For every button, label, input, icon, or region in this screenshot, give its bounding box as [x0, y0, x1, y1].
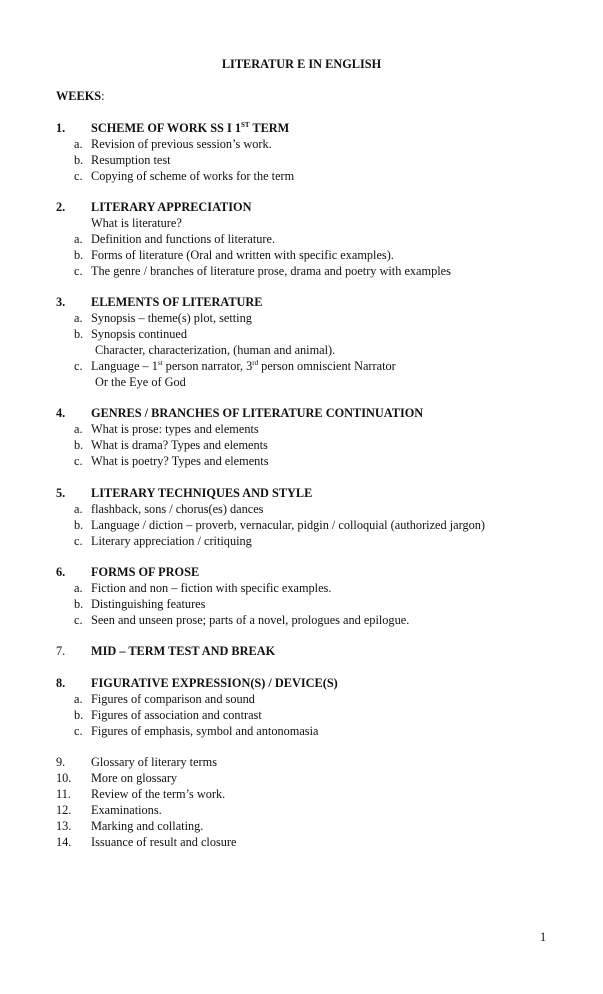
week-heading: [91, 120, 289, 136]
list-item: [0, 691, 603, 707]
list-item: [0, 770, 603, 786]
list-item: [0, 612, 603, 628]
item-letter: c.: [74, 454, 83, 468]
item-letter: a.: [74, 502, 83, 516]
week-number: 7.: [56, 644, 66, 658]
list-item: [0, 247, 603, 263]
week-5-section: [0, 485, 603, 549]
item-letter: b.: [74, 438, 84, 452]
item-text: Or the Eye of God: [95, 375, 186, 389]
later-weeks-list: [0, 754, 603, 850]
item-text: Distinguishing features: [91, 597, 206, 611]
item-text: Character, characterization, (human and animal).: [95, 343, 336, 357]
item-text-part: Language – 1: [91, 359, 158, 373]
week-number: 9.: [56, 755, 66, 769]
week-number: 3.: [56, 295, 66, 309]
week-heading-text: SCHEME OF WORK SS I 1: [91, 121, 241, 135]
week-number: 2.: [56, 200, 66, 214]
list-item: [0, 152, 603, 168]
list-item: [0, 326, 603, 342]
week-number: 13.: [56, 819, 72, 833]
week-3-section: [0, 294, 603, 390]
week-6-section: [0, 564, 603, 628]
week-heading-text: TERM: [249, 121, 290, 135]
superscript: ST: [240, 120, 250, 129]
item-letter: b.: [74, 153, 84, 167]
week-number: 12.: [56, 803, 72, 817]
week-number: 8.: [56, 676, 66, 690]
week-number: 4.: [56, 406, 66, 420]
item-text: Examinations.: [91, 803, 162, 817]
item-text: Figures of association and contrast: [91, 708, 262, 722]
item-text: Language / diction – proverb, vernacular, pidgin / colloquial (authorized jargon): [91, 518, 486, 532]
week-heading: LITERARY TECHNIQUES AND STYLE: [91, 486, 313, 500]
item-letter: c.: [74, 724, 83, 738]
item-text: Literary appreciation / critiquing: [91, 534, 252, 548]
item-text: What is drama? Types and elements: [91, 438, 268, 452]
item-letter: b.: [74, 518, 84, 532]
list-item: [0, 834, 603, 850]
item-letter: c.: [74, 264, 83, 278]
week-heading-row: [0, 294, 603, 310]
list-item: [0, 168, 603, 184]
list-item: [0, 818, 603, 834]
week-subline: [0, 215, 603, 231]
list-item: [0, 437, 603, 453]
item-letter: a.: [74, 422, 83, 436]
week-8-section: [0, 675, 603, 739]
item-text: Fiction and non – fiction with specific examples.: [91, 581, 332, 595]
item-text: What is poetry? Types and elements: [91, 454, 269, 468]
week-1-section: [0, 120, 603, 184]
list-item: [0, 723, 603, 739]
document-title: LITERATUR E IN ENGLISH: [221, 57, 382, 71]
list-item: [0, 754, 603, 770]
item-text: Synopsis continued: [91, 327, 187, 341]
item-letter: a.: [74, 311, 83, 325]
list-item: [0, 501, 603, 517]
item-letter: c.: [74, 169, 83, 183]
list-item-continuation: [0, 374, 603, 390]
list-item: [0, 263, 603, 279]
item-text: flashback, sons / chorus(es) dances: [91, 502, 264, 516]
item-text: Issuance of result and closure: [91, 835, 237, 849]
week-heading-row: [0, 199, 603, 215]
week-heading-row: [0, 564, 603, 580]
week-heading: FORMS OF PROSE: [91, 565, 200, 579]
item-text: What is prose: types and elements: [91, 422, 259, 436]
item-text: Seen and unseen prose; parts of a novel, prologues and epilogue.: [91, 613, 410, 627]
list-item: [0, 453, 603, 469]
weeks-label-colon: :: [101, 89, 105, 103]
list-item: [0, 231, 603, 247]
week-heading-row: [0, 643, 603, 659]
week-heading-row: [0, 485, 603, 501]
week-number: 5.: [56, 486, 66, 500]
list-item: [0, 533, 603, 549]
week-heading-row: [0, 405, 603, 421]
list-item: [0, 136, 603, 152]
week-number: 6.: [56, 565, 66, 579]
week-heading: LITERARY APPRECIATION: [91, 200, 252, 214]
item-text: The genre / branches of literature prose, drama and poetry with examples: [91, 264, 451, 278]
week-2-section: [0, 199, 603, 279]
list-item: [0, 358, 603, 374]
item-text: Revision of previous session’s work.: [91, 137, 272, 151]
item-text: Figures of emphasis, symbol and antonomasia: [91, 724, 319, 738]
item-text: Figures of comparison and sound: [91, 692, 255, 706]
list-item: [0, 310, 603, 326]
list-item: [0, 596, 603, 612]
item-letter: a.: [74, 232, 83, 246]
week-heading-row: [0, 675, 603, 691]
week-number: 11.: [56, 787, 71, 801]
item-letter: a.: [74, 692, 83, 706]
week-4-section: [0, 405, 603, 469]
item-letter: b.: [74, 248, 84, 262]
week-heading-row: [0, 120, 603, 136]
item-letter: b.: [74, 708, 84, 722]
item-letter: c.: [74, 534, 83, 548]
item-text: Copying of scheme of works for the term: [91, 169, 295, 183]
item-text: Forms of literature (Oral and written with specific examples).: [91, 248, 394, 262]
item-letter: c.: [74, 359, 83, 373]
item-text: Resumption test: [91, 153, 171, 167]
item-text: Glossary of literary terms: [91, 755, 218, 769]
list-item: [0, 802, 603, 818]
item-letter: c.: [74, 613, 83, 627]
week-number: 1.: [56, 121, 66, 135]
week-heading: FIGURATIVE EXPRESSION(S) / DEVICE(S): [91, 676, 338, 690]
superscript: st: [157, 358, 163, 367]
item-text: Review of the term’s work.: [91, 787, 226, 801]
item-text: [91, 358, 396, 374]
weeks-label-text: WEEKS: [56, 89, 102, 103]
item-text-part: person narrator, 3: [162, 359, 253, 373]
page-number: 1: [540, 930, 547, 944]
week-heading: ELEMENTS OF LITERATURE: [91, 295, 263, 309]
week-heading: MID – TERM TEST AND BREAK: [91, 644, 276, 658]
item-letter: b.: [74, 597, 84, 611]
list-item: [0, 786, 603, 802]
list-item: [0, 517, 603, 533]
weeks-label: [56, 89, 105, 104]
item-text: Definition and functions of literature.: [91, 232, 276, 246]
item-letter: a.: [74, 581, 83, 595]
list-item-continuation: [0, 342, 603, 358]
item-letter: a.: [74, 137, 83, 151]
item-letter: b.: [74, 327, 84, 341]
week-7-section: [0, 643, 603, 659]
item-text: More on glossary: [91, 771, 178, 785]
list-item: [0, 580, 603, 596]
item-text-part: person omniscient Narrator: [258, 359, 396, 373]
item-text: Synopsis – theme(s) plot, setting: [91, 311, 252, 325]
superscript: rd: [252, 358, 259, 367]
week-heading: GENRES / BRANCHES OF LITERATURE CONTINUATION: [91, 406, 424, 420]
week-number: 14.: [56, 835, 72, 849]
list-item: [0, 421, 603, 437]
item-text: What is literature?: [91, 216, 182, 230]
list-item: [0, 707, 603, 723]
week-number: 10.: [56, 771, 72, 785]
item-text: Marking and collating.: [91, 819, 204, 833]
